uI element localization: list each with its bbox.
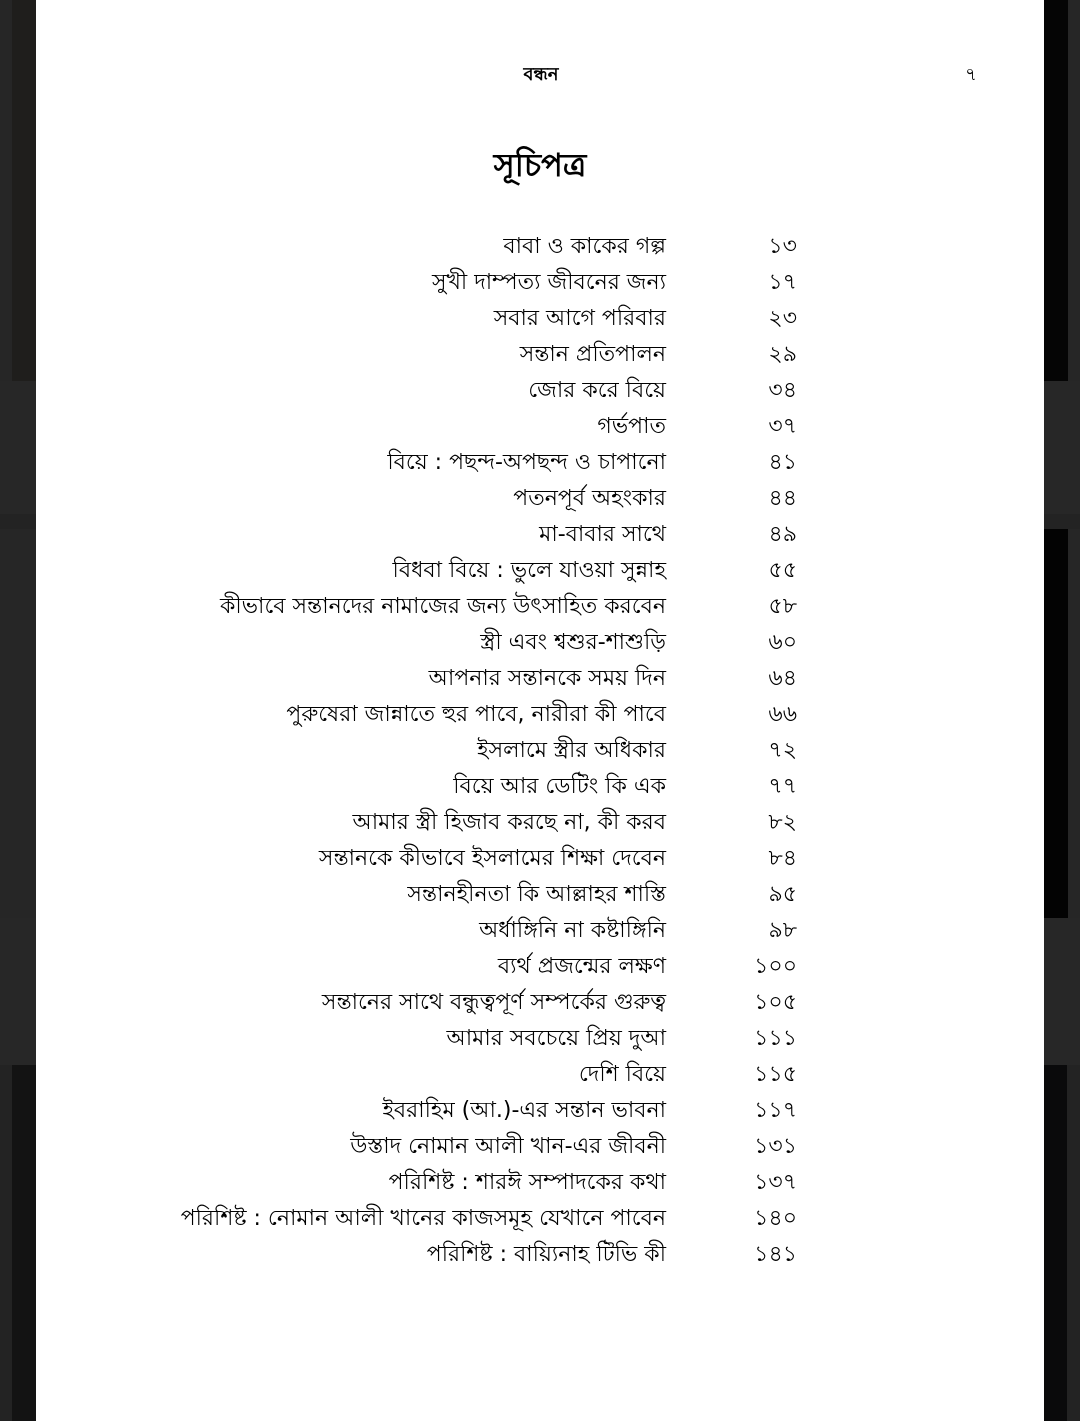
toc-entry-page-number: ৭২	[768, 738, 797, 763]
toc-entry-page-number: ৪৯	[768, 522, 797, 547]
toc-entry-page-number: ৫৮	[768, 594, 797, 619]
toc-entry-page-number: ১৪১	[754, 1242, 797, 1267]
toc-entry-page-number: ৫৫	[768, 558, 797, 583]
toc-entry-page-number: ৯৮	[768, 918, 797, 943]
toc-entry[interactable]	[36, 1057, 1044, 1093]
toc-entry[interactable]	[36, 697, 1044, 733]
toc-entry[interactable]	[36, 373, 1044, 409]
toc-entry-page-number: ৪১	[768, 450, 797, 475]
toc-entry-title: পরিশিষ্ট : বায়্যিনাহ টিভি কী	[426, 1242, 666, 1267]
toc-entry-title: স্ত্রী এবং শ্বশুর-শাশুড়ি	[480, 630, 666, 655]
toc-entry-title: ব্যর্থ প্রজন্মের লক্ষণ	[497, 954, 666, 979]
toc-entry[interactable]	[36, 1165, 1044, 1201]
toc-entry-title: আমার স্ত্রী হিজাব করছে না, কী করব	[352, 810, 666, 835]
toc-entry-title: পরিশিষ্ট : নোমান আলী খানের কাজসমূহ যেখানে পাবেন	[180, 1206, 666, 1231]
toc-entry[interactable]	[36, 769, 1044, 805]
toc-entry[interactable]	[36, 625, 1044, 661]
toc-entry-title: সন্তানকে কীভাবে ইসলামের শিক্ষা দেবেন	[318, 846, 666, 871]
book-page[interactable]	[36, 0, 1044, 1421]
toc-entry-title: বিয়ে আর ডেটিং কি এক	[453, 774, 666, 799]
toc-entry[interactable]	[36, 733, 1044, 769]
toc-entry[interactable]	[36, 805, 1044, 841]
toc-entry[interactable]	[36, 265, 1044, 301]
toc-entry-page-number: ২৯	[768, 342, 797, 367]
toc-entry-title: বিয়ে : পছন্দ-অপছন্দ ও চাপানো	[387, 450, 666, 475]
toc-entry[interactable]	[36, 553, 1044, 589]
toc-entry[interactable]	[36, 1237, 1044, 1273]
toc-entry-page-number: ৬০	[768, 630, 797, 655]
toc-entry-page-number: ৬৪	[768, 666, 797, 691]
running-header-title: বন্ধন	[523, 64, 559, 85]
toc-entry[interactable]	[36, 985, 1044, 1021]
toc-entry-page-number: ১০০	[754, 954, 797, 979]
toc-entry[interactable]	[36, 337, 1044, 373]
toc-entry[interactable]	[36, 661, 1044, 697]
toc-entry-title: আপনার সন্তানকে সময় দিন	[428, 666, 666, 691]
toc-entry-page-number: ৮৪	[768, 846, 797, 871]
toc-entry[interactable]	[36, 1201, 1044, 1237]
toc-entry-title: সন্তান প্রতিপালন	[519, 342, 666, 367]
toc-entry-page-number: ২৩	[768, 306, 797, 331]
toc-entry-title: সন্তানের সাথে বন্ধুত্বপূর্ণ সম্পর্কের গুরুত্ব	[321, 990, 666, 1015]
toc-entry-page-number: ১৩১	[754, 1134, 797, 1159]
toc-entry[interactable]	[36, 877, 1044, 913]
toc-entry-page-number: ১১৭	[754, 1098, 797, 1123]
toc-entry[interactable]	[36, 301, 1044, 337]
page-number: ৭	[965, 64, 977, 85]
toc-entry-title: দেশি বিয়ে	[578, 1062, 666, 1087]
toc-entry-page-number: ১৩	[768, 234, 797, 259]
toc-heading: সূচিপত্র	[493, 146, 587, 184]
toc-entry-title: সন্তানহীনতা কি আল্লাহর শাস্তি	[407, 882, 666, 907]
toc-entry-title: পুরুষেরা জান্নাতে হুর পাবে, নারীরা কী পাবে	[286, 702, 666, 727]
toc-entry-title: অর্ধাঙ্গিনি না কষ্টাঙ্গিনি	[479, 918, 666, 943]
toc-entry-title: পতনপূর্ব অহংকার	[513, 486, 666, 511]
toc-entry-title: মা-বাবার সাথে	[539, 522, 666, 547]
toc-entry-page-number: ৮২	[768, 810, 797, 835]
toc-entry-page-number: ৭৭	[768, 774, 797, 799]
toc-entry-page-number: ৯৫	[768, 882, 797, 907]
toc-entry[interactable]	[36, 517, 1044, 553]
toc-entry-page-number: ৩৪	[768, 378, 797, 403]
toc-entry[interactable]	[36, 841, 1044, 877]
toc-entry-page-number: ১০৫	[754, 990, 797, 1015]
toc-entry-page-number: ৬৬	[768, 702, 797, 727]
toc-entry-title: পরিশিষ্ট : শারঈ সম্পাদকের কথা	[388, 1170, 666, 1195]
toc-entry[interactable]	[36, 949, 1044, 985]
toc-entry-title: বাবা ও কাকের গল্প	[503, 234, 666, 259]
toc-entry-title: উস্তাদ নোমান আলী খান-এর জীবনী	[350, 1134, 666, 1159]
toc-entry-page-number: ১৭	[768, 270, 797, 295]
toc-list	[36, 229, 1044, 1273]
toc-entry[interactable]	[36, 409, 1044, 445]
toc-entry[interactable]	[36, 589, 1044, 625]
toc-entry-title: গর্ভপাত	[597, 414, 666, 439]
toc-entry-page-number: ১৩৭	[754, 1170, 797, 1195]
toc-entry[interactable]	[36, 913, 1044, 949]
toc-entry[interactable]	[36, 1129, 1044, 1165]
toc-entry-page-number: ১৪০	[754, 1206, 797, 1231]
toc-entry[interactable]	[36, 1093, 1044, 1129]
toc-entry-title: কীভাবে সন্তানদের নামাজের জন্য উৎসাহিত করবেন	[219, 594, 666, 619]
toc-entry-title: বিধবা বিয়ে : ভুলে যাওয়া সুন্নাহ	[392, 558, 666, 583]
toc-entry-page-number: ৪৪	[768, 486, 797, 511]
toc-entry-title: সবার আগে পরিবার	[493, 306, 666, 331]
toc-entry-title: সুখী দাম্পত্য জীবনের জন্য	[431, 270, 666, 295]
toc-entry-title: আমার সবচেয়ে প্রিয় দুআ	[446, 1026, 666, 1051]
toc-entry[interactable]	[36, 445, 1044, 481]
toc-entry-title: ইবরাহিম (আ.)-এর সন্তান ভাবনা	[382, 1098, 666, 1123]
toc-entry-title: জোর করে বিয়ে	[528, 378, 666, 403]
toc-entry-title: ইসলামে স্ত্রীর অধিকার	[477, 738, 666, 763]
toc-entry[interactable]	[36, 481, 1044, 517]
toc-entry[interactable]	[36, 229, 1044, 265]
running-header	[36, 60, 1044, 90]
toc-entry[interactable]	[36, 1021, 1044, 1057]
toc-entry-page-number: ৩৭	[768, 414, 797, 439]
toc-entry-page-number: ১১৫	[754, 1062, 797, 1087]
toc-entry-page-number: ১১১	[754, 1026, 797, 1051]
